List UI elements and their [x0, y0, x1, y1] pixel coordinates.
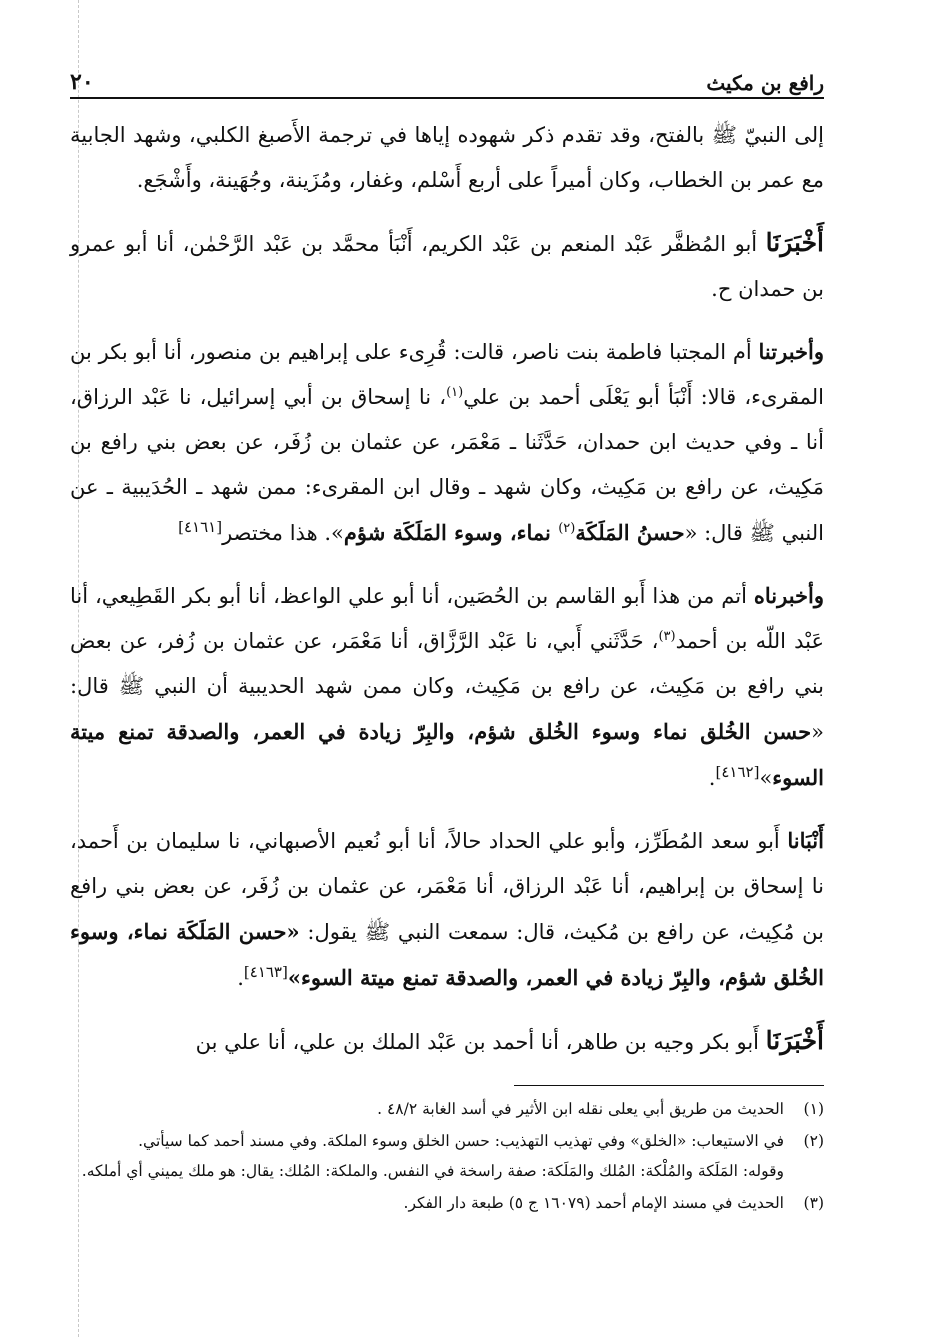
footnote-text [70, 1126, 784, 1186]
hadith-reference: [٤١٦٢] [715, 763, 760, 781]
footnote-line: في الاستيعاب: «الخلق» وفي تهذيب التهذيب: حسن الخلق وسوء الملكة. وفي مسند أحمد كما سيأتي. [138, 1132, 784, 1150]
footnote-line: الحديث في مسند الإمام أحمد (١٦٠٧٩ ج ٥) طبعة دار الفكر. [403, 1194, 784, 1212]
paragraph-lead: أَخْبَرَنَا [765, 228, 824, 257]
footnote-separator [514, 1085, 824, 1086]
footnote-line: الحديث من طريق أبي يعلى نقله ابن الأثير في أسد الغابة ٤٨/٢ . [377, 1100, 784, 1118]
paragraph-text: ، حَدَّثَني أَبي، نا عَبْد الرَّزَّاق، أنا مَعْمَر، عن عثمان بن زُفر، عن بعض بني رافع بن مَكِيث، عن رافع بن مَكِيث، وكان ممن شهد الحديبية أن النبي ﷺ قال: « [70, 629, 824, 744]
paragraph-lead: أَنْبَانا [787, 828, 824, 853]
paragraph-text: . [237, 966, 244, 990]
paragraph-lead: وأخبرناه [753, 583, 824, 608]
paragraph-text: أَبو سعد المُطَرِّز، وأبو علي الحداد حالاً، أنا أبو نُعيم الأصبهاني، نا سليمان بن أَحمد، نا إسحاق بن إبراهيم، أنا عَبْد الرزاق، أنا مَعْمَر، عن عثمان بن زُفَر، عن بعض بني رافع بن مُكِيث، عن رافع بن مُكيث، قال: سمعت النبي ﷺ يقول: [70, 829, 824, 944]
page-body [70, 113, 824, 1065]
paragraph-text: أتم من هذا أَبو القاسم بن الحُصَين، أنا أبو علي الواعظ، أنا أبو بكر القَطِيعي، أنا عَبْد اللّه بن أحمد [70, 584, 824, 653]
paragraph-text: » [759, 766, 773, 790]
footnote [70, 1126, 824, 1186]
footnote-line: وقوله: المَلَكة والمُلْكة: المُلك والمَلَكة: صفة راسخة في النفس. والملكة: المُلك: يقال: هو ملك يميني أي أملكه. [81, 1162, 784, 1180]
paragraph-text: ». هذا مختصر [222, 521, 344, 545]
hadith-quote: «حسن المَلَكَة نماء، وسوء الخُلق شؤم، والبِرّ زيادة في العمر، والصدقة تمنع ميتة السوء» [70, 919, 824, 990]
footnote-number: (٢) [803, 1132, 824, 1150]
hadith-quote: حسنُ المَلَكَة [575, 520, 685, 545]
footnote-marker: (٢) [558, 521, 576, 536]
paragraph-text: أم المجتبا فاطمة بنت ناصر، قالت: قُرِىء على إبراهيم بن منصور، أنا أبو بكر بن المقرىء، قالا: أَنْبَأ أبو يَعْلَى أحمد بن علي [70, 340, 824, 409]
page-header [70, 55, 824, 99]
paragraph [70, 329, 824, 556]
paragraph-text: أبو المُظفَّر عَبْد المنعم بن عَبْد الكريم، أَنْبَأ محمَّد بن عَبْد الرَّحْمٰن، أنا أبو عمرو بن حمدان ح. [70, 232, 824, 301]
running-title: رافع بن مكيث [706, 71, 824, 95]
hadith-quote: نماء، وسوء المَلَكَة شؤم [343, 520, 559, 545]
paragraph [70, 818, 824, 1001]
footnote-text [70, 1094, 784, 1124]
footnotes [70, 1094, 824, 1218]
paragraph-text: ، نا إسحاق بن أبي إسرائيل، نا عَبْد الرزاق، أنا ـ وفي حديث ابن حمدان، حَدَّثَنا ـ مَعْمَر، عن عثمان بن زُفَر، عن بعض بني رافع بن مَكِيث، عن رافع بن مَكِيث، وكان شهد ـ وقال ابن المقرىء: ممن شهد ـ الحُدَيبية ـ عن النبي ﷺ قال: « [70, 385, 824, 545]
page-number: ٢٠ [70, 69, 94, 95]
footnote-number: (٣) [803, 1194, 824, 1212]
footnote-number: (١) [803, 1100, 824, 1118]
paragraph-text: . [708, 766, 716, 790]
hadith-reference: [٤١٦٣] [243, 963, 288, 981]
hadith-reference: [٤١٦١] [178, 518, 223, 536]
paragraph [70, 573, 824, 801]
footnote-marker: (١) [446, 385, 464, 400]
paragraph-lead: وأخبرتنا [758, 339, 824, 364]
paragraph [70, 1018, 824, 1065]
footnote [70, 1188, 824, 1218]
paragraph-text: إلى النبيّ ﷺ بالفتح، وقد تقدم ذكر شهوده إياها في ترجمة الأَصبغ الكلبي، وشهد الجابية مع عمر بن الخطاب، وكان أميراً على أربع أَسْلم، وغفار، ومُزَينة، وجُهَينة، وأَشْجَع. [70, 123, 824, 192]
footnote-marker: (٣) [658, 629, 676, 644]
paragraph [70, 113, 824, 203]
paragraph [70, 220, 824, 312]
paragraph-text: أَبو بكر وجيه بن طاهر، أنا أحمد بن عَبْد الملك بن علي، أنا علي بن [195, 1030, 766, 1054]
hadith-quote: حسن الخُلق نماء وسوء الخُلق شؤم، والبِرّ زيادة في العمر، والصدقة تمنع ميتة السوء [70, 719, 824, 790]
paragraph-lead: أَخْبَرَنَا [765, 1026, 824, 1055]
footnote-text [70, 1188, 784, 1218]
book-page [70, 55, 824, 1220]
footnote [70, 1094, 824, 1124]
